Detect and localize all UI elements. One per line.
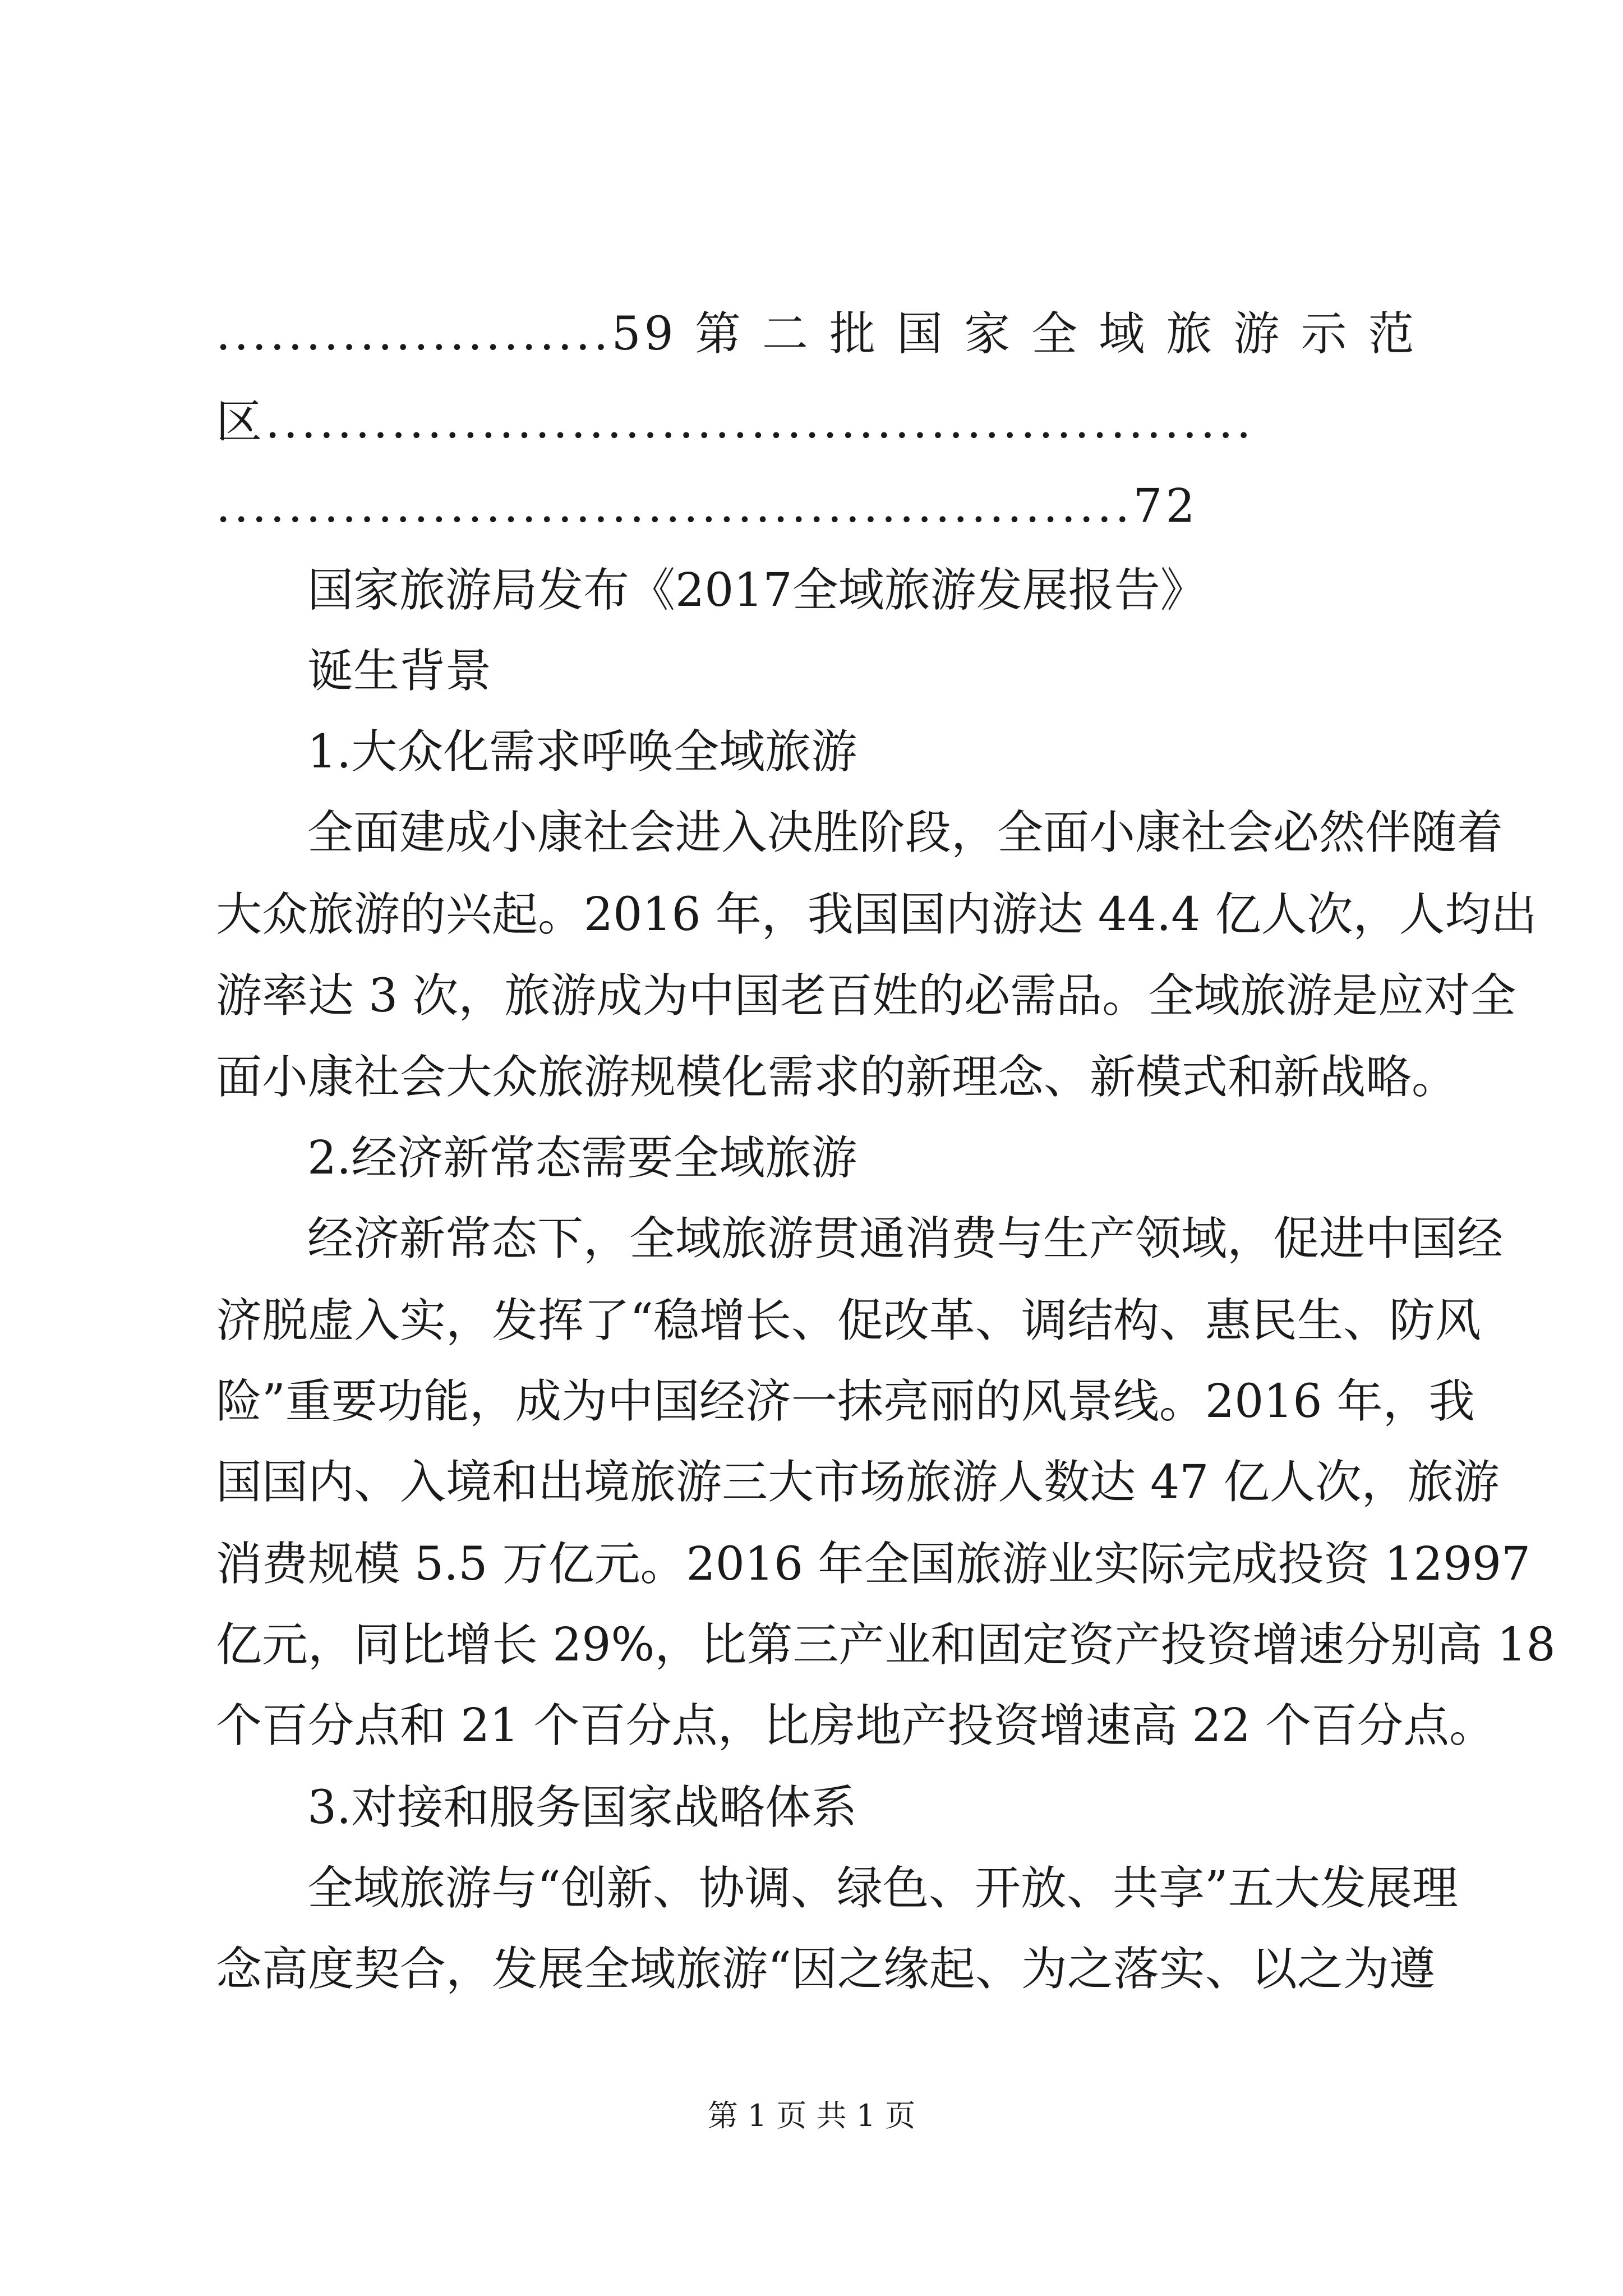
subheading-2: 2.经济新常态需要全域旅游 [307,1131,857,1185]
subheading-1: 1.大众化需求呼唤全域旅游 [307,725,857,779]
section-heading: 诞生背景 [307,645,492,698]
paragraph-1-line: 全面建成小康社会进入决胜阶段，全面小康社会必然伴随着 [307,806,1504,859]
subheading-3: 3.对接和服务国家战略体系 [307,1781,857,1834]
toc-line-2: 区....................................................... [216,395,1255,449]
paragraph-2-line: 济脱虚入实，发挥了“稳增长、促改革、调结构、惠民生、防风 [216,1294,1481,1347]
toc-line-3: ...................................................72 [216,480,1198,533]
page-footer: 第 1 页 共 1 页 [707,2098,916,2133]
article-title: 国家旅游局发布《2017全域旅游发展报告》 [307,564,1206,617]
paragraph-1-line: 大众旅游的兴起。2016 年，我国国内游达 44.4 亿人次，人均出 [216,888,1537,941]
paragraph-1-line: 面小康社会大众旅游规模化需求的新理念、新模式和新战略。 [216,1051,1458,1104]
paragraph-3-line: 念高度契合，发展全域旅游“因之缘起、为之落实、以之为遵 [216,1943,1435,1996]
paragraph-1-line: 游率达 3 次，旅游成为中国老百姓的必需品。全域旅游是应对全 [216,969,1516,1023]
paragraph-2-line: 国国内、入境和出境旅游三大市场旅游人数达 47 亿人次，旅游 [216,1456,1500,1509]
toc-line-1: ......................59 第 二 批 国 家 全 域 旅 游 示 范 [216,307,1418,361]
paragraph-2-line: 险”重要功能，成为中国经济一抹亮丽的风景线。2016 年，我 [216,1375,1475,1428]
paragraph-2-line: 经济新常态下，全域旅游贯通消费与生产领域，促进中国经 [307,1212,1504,1266]
paragraph-2-line: 个百分点和 21 个百分点，比房地产投资增速高 22 个百分点。 [216,1699,1495,1752]
paragraph-3-line: 全域旅游与“创新、协调、绿色、开放、共享”五大发展理 [307,1862,1458,1915]
paragraph-2-line: 亿元，同比增长 29%，比第三产业和固定资产投资增速分别高 18 [216,1618,1556,1672]
paragraph-2-line: 消费规模 5.5 万亿元。2016 年全国旅游业实际完成投资 12997 [216,1538,1531,1591]
